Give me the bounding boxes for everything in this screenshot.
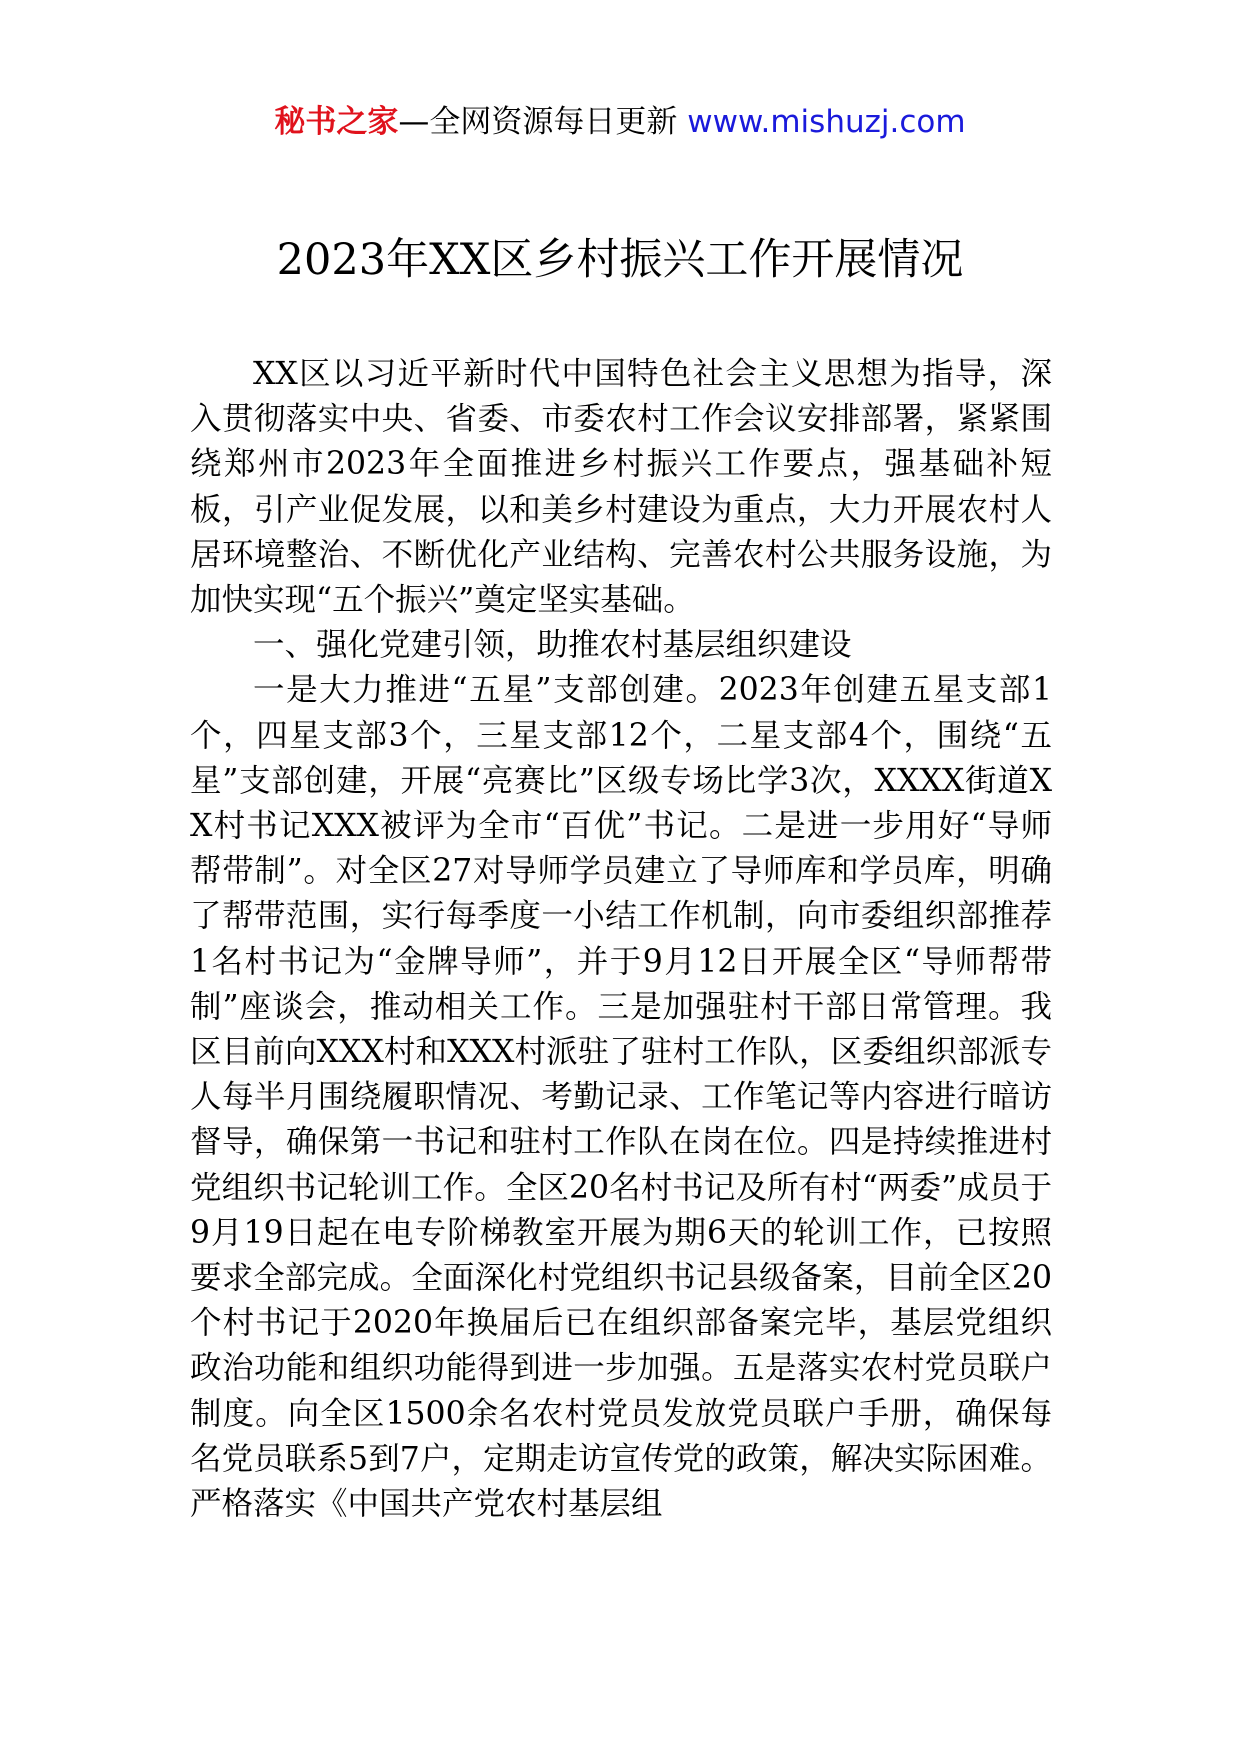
header-tagline: —全网资源每日更新 (398, 104, 678, 140)
document-title: 2023年XX区乡村振兴工作开展情况 (276, 235, 964, 285)
brand-name: 秘书之家 (274, 104, 399, 140)
section-heading-1: 一、强化党建引领，助推农村基层组织建设 (253, 627, 852, 664)
site-header (0, 100, 1240, 144)
paragraph-section-1: 一是大力推进“五星”支部创建。2023年创建五星支部1个，四星支部3个，三星支部12个，二星支部4个，围绕“五星”支部创建，开展“亮赛比”区级专场比学3次，XXXX街道XX村书记XXX被评为全市“百优”书记。二是进一步用好“导师帮带制”。对全区27对导师学员建立了导师库和学员库，明确了帮带范围，实行每季度一小结工作机制，向市委组织部推荐1名村书记为“金牌导师”，并于9月12日开展全区“导师帮带制”座谈会，推动相关工作。三是加强驻村干部日常管理。我区目前向XXX村和XXX村派驻了驻村工作队，区委组织部派专人每半月围绕履职情况、考勤记录、工作笔记等内容进行暗访督导，确保第一书记和驻村工作队在岗在位。四是持续推进村党组织书记轮训工作。全区20名村书记及所有村“两委”成员于9月19日起在电专阶梯教室开展为期6天的轮训工作，已按照要求全部完成。全面深化村党组织书记县级备案，目前全区20个村书记于2020年换届后已在组织部备案完毕，基层党组织政治功能和组织功能得到进一步加强。五是落实农村党员联户制度。向全区1500余名农村党员发放党员联户手册，确保每名党员联系5到7户，定期走访宣传党的政策，解决实际困难。严格落实《中国共产党农村基层组 (190, 672, 1052, 1523)
document-body (190, 352, 1052, 1527)
site-url-link[interactable]: www.mishuzj.com (687, 104, 966, 140)
paragraph-intro: XX区以习近平新时代中国特色社会主义思想为指导，深入贯彻落实中央、省委、市委农村工作会议安排部署，紧紧围绕郑州市2023年全面推进乡村振兴工作要点，强基础补短板，引产业促发展，以和美乡村建设为重点，大力开展农村人居环境整治、不断优化产业结构、完善农村公共服务设施，为加快实现“五个振兴”奠定坚实基础。 (190, 356, 1052, 619)
